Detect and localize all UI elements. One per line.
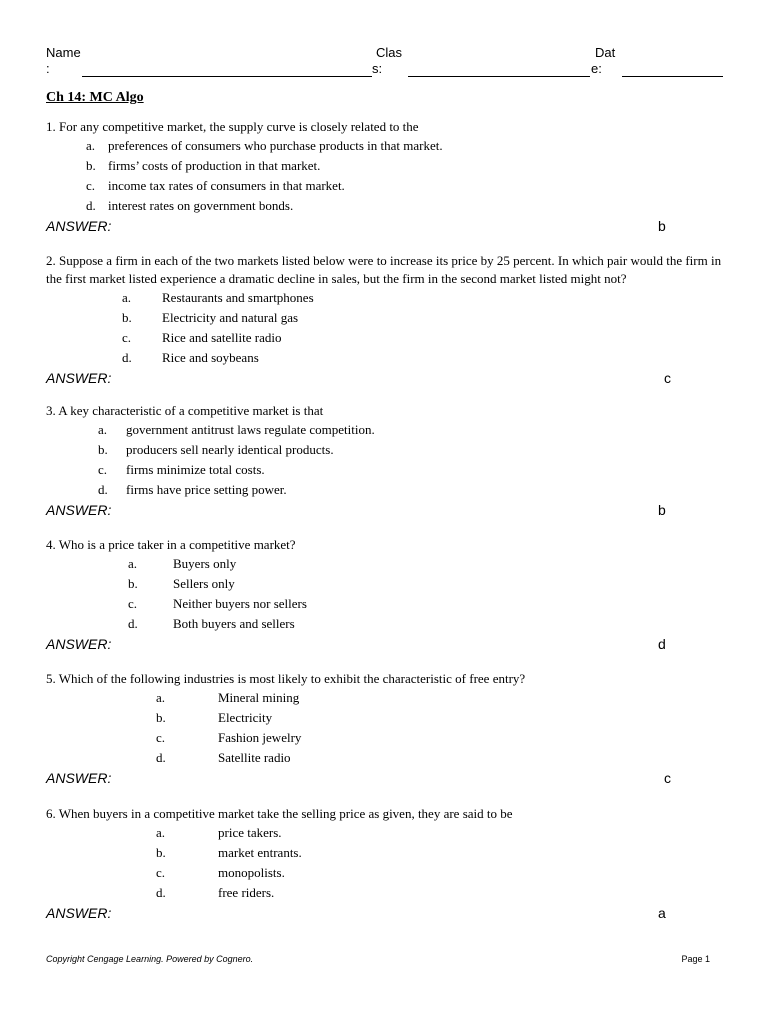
answer-value: b xyxy=(658,218,666,234)
option-text: Satellite radio xyxy=(218,750,291,765)
option-c[interactable] xyxy=(46,328,726,348)
option-text: Rice and satellite radio xyxy=(162,330,282,345)
answer-row xyxy=(46,368,726,388)
answer-row xyxy=(46,768,726,788)
option-a[interactable] xyxy=(46,688,726,708)
option-letter: c. xyxy=(128,596,138,611)
answer-value: d xyxy=(658,636,666,652)
date-label-suffix: e: xyxy=(591,61,602,76)
option-letter: b. xyxy=(86,158,96,173)
option-c[interactable] xyxy=(46,594,726,614)
option-letter: d. xyxy=(122,350,132,365)
option-text: Electricity xyxy=(218,710,273,725)
option-letter: b. xyxy=(122,310,132,325)
option-text: free riders. xyxy=(218,885,275,900)
option-b[interactable] xyxy=(46,156,726,176)
option-letter: b. xyxy=(98,442,108,457)
name-label: Name xyxy=(46,45,81,60)
answer-label: ANSWER: xyxy=(46,770,112,786)
class-label-suffix: s: xyxy=(372,61,383,76)
date-field-line[interactable] xyxy=(622,76,723,77)
option-text: price takers. xyxy=(218,825,282,840)
answer-value: c xyxy=(664,770,671,786)
option-b[interactable] xyxy=(46,308,726,328)
question-stem: 6. When buyers in a competitive market take the selling price as given, they are said to be xyxy=(46,806,513,821)
answer-row xyxy=(46,500,726,520)
option-letter: d. xyxy=(128,616,138,631)
option-c[interactable] xyxy=(46,728,726,748)
option-text: government antitrust laws regulate competition. xyxy=(126,422,375,437)
option-letter: d. xyxy=(86,198,96,213)
name-label-colon: : xyxy=(46,61,50,76)
page-number: Page 1 xyxy=(681,954,710,964)
option-text: firms’ costs of production in that market. xyxy=(108,158,321,173)
option-text: Fashion jewelry xyxy=(218,730,302,745)
option-letter: a. xyxy=(122,290,132,305)
option-text: firms have price setting power. xyxy=(126,482,287,497)
option-d[interactable] xyxy=(46,480,726,500)
answer-label: ANSWER: xyxy=(46,636,112,652)
option-c[interactable] xyxy=(46,460,726,480)
question-1 xyxy=(46,118,726,236)
option-text: monopolists. xyxy=(218,865,285,880)
option-a[interactable] xyxy=(46,554,726,574)
option-letter: a. xyxy=(86,138,96,153)
option-letter: c. xyxy=(98,462,108,477)
option-letter: c. xyxy=(156,730,166,745)
option-text: firms minimize total costs. xyxy=(126,462,265,477)
class-label: Clas xyxy=(376,45,403,60)
answer-value: a xyxy=(658,905,666,921)
option-b[interactable] xyxy=(46,440,726,460)
option-a[interactable] xyxy=(46,823,726,843)
option-d[interactable] xyxy=(46,883,726,903)
option-text: market entrants. xyxy=(218,845,302,860)
option-letter: a. xyxy=(156,690,166,705)
option-text: Electricity and natural gas xyxy=(162,310,299,325)
question-6 xyxy=(46,805,726,923)
option-a[interactable] xyxy=(46,288,726,308)
option-text: Buyers only xyxy=(173,556,237,571)
option-text: Both buyers and sellers xyxy=(173,616,295,631)
option-text: income tax rates of consumers in that market. xyxy=(108,178,345,193)
answer-label: ANSWER: xyxy=(46,370,112,386)
question-stem: 2. Suppose a firm in each of the two markets listed below were to increase its price by 25 percent. In which pair would the firm in the first market listed experience a dramatic decline in sales, but the firm in the second market listed might not? xyxy=(46,253,722,286)
option-d[interactable] xyxy=(46,348,726,368)
option-d[interactable] xyxy=(46,196,726,216)
class-field-line[interactable] xyxy=(408,76,590,77)
option-letter: b. xyxy=(156,845,166,860)
answer-label: ANSWER: xyxy=(46,218,112,234)
name-field-line[interactable] xyxy=(82,76,372,77)
page-footer xyxy=(46,954,710,964)
option-letter: d. xyxy=(156,885,166,900)
option-letter: c. xyxy=(122,330,132,345)
question-stem: 1. For any competitive market, the supply curve is closely related to the xyxy=(46,119,419,134)
question-stem: 3. A key characteristic of a competitive market is that xyxy=(46,403,324,418)
page-title: Ch 14: MC Algo xyxy=(46,90,144,105)
question-stem: 5. Which of the following industries is most likely to exhibit the characteristic of free entry? xyxy=(46,671,526,686)
option-text: Rice and soybeans xyxy=(162,350,259,365)
option-c[interactable] xyxy=(46,176,726,196)
answer-value: b xyxy=(658,502,666,518)
question-2 xyxy=(46,252,726,388)
option-d[interactable] xyxy=(46,614,726,634)
answer-row xyxy=(46,634,726,654)
option-b[interactable] xyxy=(46,574,726,594)
question-3 xyxy=(46,402,726,520)
option-letter: d. xyxy=(98,482,108,497)
option-text: Restaurants and smartphones xyxy=(162,290,314,305)
question-4 xyxy=(46,536,726,654)
option-text: Sellers only xyxy=(173,576,235,591)
question-stem: 4. Who is a price taker in a competitive market? xyxy=(46,537,296,552)
option-text: Neither buyers nor sellers xyxy=(173,596,307,611)
answer-label: ANSWER: xyxy=(46,905,112,921)
option-text: interest rates on government bonds. xyxy=(108,198,294,213)
answer-row xyxy=(46,216,726,236)
option-text: producers sell nearly identical products. xyxy=(126,442,334,457)
answer-row xyxy=(46,903,726,923)
option-text: Mineral mining xyxy=(218,690,300,705)
copyright-text: Copyright Cengage Learning. Powered by Cognero. xyxy=(46,954,254,964)
option-letter: b. xyxy=(128,576,138,591)
option-a[interactable] xyxy=(46,420,726,440)
option-text: preferences of consumers who purchase products in that market. xyxy=(108,138,443,153)
option-b[interactable] xyxy=(46,708,726,728)
option-a[interactable] xyxy=(46,136,726,156)
option-b[interactable] xyxy=(46,843,726,863)
option-letter: c. xyxy=(156,865,166,880)
option-letter: b. xyxy=(156,710,166,725)
option-letter: a. xyxy=(156,825,166,840)
option-d[interactable] xyxy=(46,748,726,768)
option-letter: a. xyxy=(128,556,138,571)
option-letter: a. xyxy=(98,422,108,437)
question-5 xyxy=(46,670,726,788)
date-label: Dat xyxy=(595,45,616,60)
option-c[interactable] xyxy=(46,863,726,883)
answer-value: c xyxy=(664,370,671,386)
option-letter: d. xyxy=(156,750,166,765)
option-letter: c. xyxy=(86,178,96,193)
answer-label: ANSWER: xyxy=(46,502,112,518)
